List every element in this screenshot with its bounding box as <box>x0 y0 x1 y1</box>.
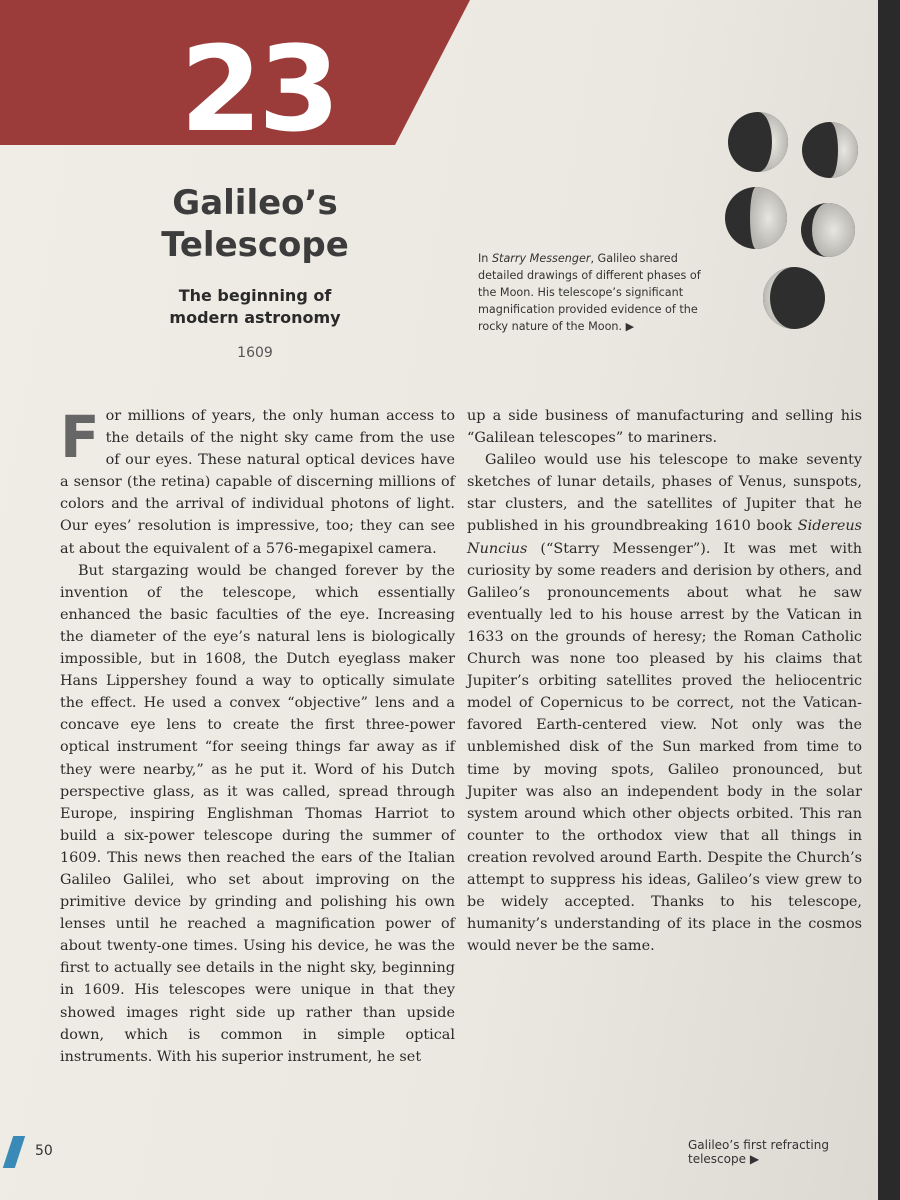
paragraph-2-continued: up a side business of manufacturing and selling his “Galilean telescopes” to mariners. <box>467 408 862 447</box>
image-caption <box>478 250 718 335</box>
page-number: 50 <box>35 1143 53 1159</box>
title-line-2: Telescope <box>161 225 349 265</box>
moon-phases-illustration <box>720 110 870 340</box>
book-title-italic: Sidereus Nuncius <box>467 518 862 557</box>
body-column-left <box>60 405 455 1068</box>
chapter-subtitle <box>150 285 360 329</box>
chapter-year: 1609 <box>237 345 273 361</box>
caption-italic-title: Starry Messenger <box>491 252 591 265</box>
next-topic-link <box>688 1138 878 1166</box>
moon-phase-3 <box>725 187 787 249</box>
next-topic-label: Galileo’s first refracting telescope <box>688 1138 829 1166</box>
subtitle-line-1: The beginning of <box>178 286 332 305</box>
paragraph-3-text-a: Galileo would use his telescope to make seventy sketches of lunar details, phases of Venus, sunspots, star clusters, and the satellites of Jupiter that he published in his groundbreaking 1610 book <box>467 452 862 535</box>
body-column-right <box>467 405 862 957</box>
paragraph-1-text: or millions of years, the only human access to the details of the night sky came from the use of our eyes. These natural optical devices have a sensor (the retina) capable of discerning millions of colors and the arrival of individual photons of light. Our eyes’ resolution is impressive, too; they can see at about the equivalent of a 576-megapixel camera. <box>60 408 455 557</box>
chapter-title <box>150 182 360 266</box>
paragraph-3 <box>467 449 862 957</box>
paragraph-3-text-b: (“Starry Messenger”). It was met with curiosity by some readers and derision by others, and Galileo’s pronouncements about what he saw eventually led to his house arrest by the Vatican in 1633 on the grounds of heresy; the Roman Catholic Church was none too pleased by his claims that Jupiter’s orbiting satellites proved the heliocentric model of Copernicus to be correct, not the Vatican-favored Earth-centered view. Not only was the unblemished disk of the Sun marked from time to time by moving spots, Galileo pronounced, but Jupiter was also an independent body in the solar system around which other objects orbited. This ran counter to the orthodox view that all things in creation revolved around Earth. Despite the Church’s attempt to suppress his ideas, Galileo’s view grew to be widely accepted. Thanks to his telescope, humanity’s understanding of its place in the cosmos would never be the same. <box>467 540 862 955</box>
subtitle-line-2: modern astronomy <box>169 308 341 327</box>
drop-cap: F <box>60 403 100 471</box>
paragraph-1 <box>60 405 455 560</box>
caption-arrow-icon: ▶ <box>625 320 635 333</box>
chapter-number: 23 <box>180 20 337 158</box>
paragraph-2: But stargazing would be changed forever by the invention of the telescope, which essentially enhanced the basic faculties of the eye. Increasing the diameter of the eye’s natural lens is biologically impossible, but in 1608, the Dutch eyeglass maker Hans Lippershey found a way to optically simulate the effect. He used a convex “objective” lens and a concave eye lens to create the first three-power optical instrument “for seeing things far away as if they were nearby,” as he put it. Word of his Dutch perspective glass, as it was called, spread through Europe, inspiring Englishman Thomas Harriot to build a six-power telescope during the summer of 1609. This news then reached the ears of the Italian Galileo Galilei, who set about improving on the primitive device by grinding and polishing his own lenses until he reached a magnification power of about twenty-one times. Using his device, he was the first to actually see details in the night sky, beginning in 1609. His telescopes were unique in that they showed images right side up rather than upside down, which is common in simple optical instruments. With his superior instrument, he set <box>60 562 455 1065</box>
moon-phase-2 <box>802 122 858 178</box>
caption-prefix: In <box>478 252 492 265</box>
moon-phase-1 <box>728 112 788 172</box>
moon-phase-5 <box>763 267 825 329</box>
footer-accent-tick <box>3 1136 25 1168</box>
title-line-1: Galileo’s <box>172 183 338 223</box>
caption-text: , Galileo shared detailed drawings of different phases of the Moon. His telescope’s significant magnification provided evidence of the rocky nature of the Moon. <box>478 252 701 333</box>
moon-phase-4 <box>801 203 855 257</box>
next-arrow-icon: ▶ <box>749 1152 760 1166</box>
